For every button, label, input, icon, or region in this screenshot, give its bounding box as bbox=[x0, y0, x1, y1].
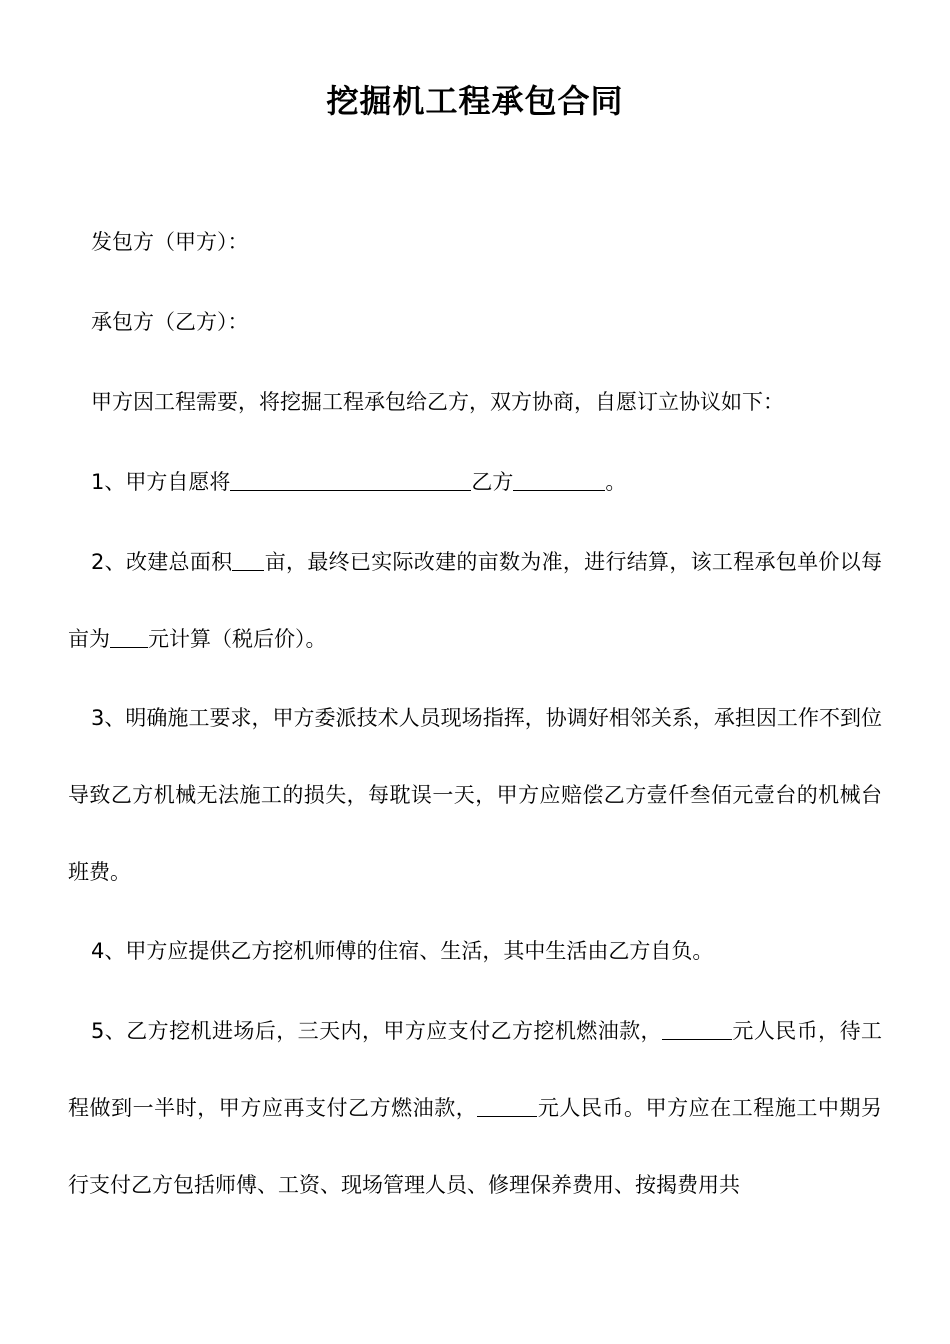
clause-4: 4、甲方应提供乙方挖机师傅的住宿、生活，其中生活由乙方自负。 bbox=[91, 939, 714, 963]
clause-5-text-a: 5、乙方挖机进场后，三天内，甲方应支付乙方挖机燃油款， bbox=[91, 1019, 662, 1043]
clause-2-text-b: 亩，最终已实际改建的亩数为准，进行结算，该工程承包单价以每亩为 bbox=[68, 550, 882, 651]
clause-1-text-b: 乙方 bbox=[471, 470, 514, 494]
intro-paragraph: 甲方因工程需要，将挖掘工程承包给乙方，双方协商，自愿订立协议如下： bbox=[91, 390, 784, 414]
document-title: 挖掘机工程承包合同 bbox=[326, 82, 624, 120]
clause-5 bbox=[68, 993, 882, 1224]
clause-2-blank-1 bbox=[232, 548, 264, 571]
clause-2-blank-2 bbox=[110, 625, 148, 648]
clause-2-text-c: 元计算（税后价）。 bbox=[148, 627, 327, 651]
clause-3: 3、明确施工要求，甲方委派技术人员现场指挥，协调好相邻关系，承担因工作不到位导致乙方机械无法施工的损失，每耽误一天，甲方应赔偿乙方壹仟叁佰元壹台的机械台班费。 bbox=[68, 706, 882, 884]
party-a-line: 发包方（甲方）： bbox=[91, 230, 249, 254]
clause-1-blank-1 bbox=[230, 468, 471, 491]
clause-5-blank-1 bbox=[662, 1017, 732, 1040]
clause-5-text-b: 元人民币，待工程做到一半时，甲方应再支付乙方燃油款， bbox=[68, 1019, 883, 1120]
clause-5-blank-2 bbox=[477, 1094, 537, 1117]
document-body bbox=[68, 222, 882, 1244]
clause-5-text-c: 元人民币。甲方应在工程施工中期另行支付乙方包括师傅、工资、现场管理人员、修理保养费用、按揭费用共 bbox=[68, 1096, 882, 1197]
party-b-line: 承包方（乙方）： bbox=[91, 310, 249, 334]
clause-1 bbox=[68, 462, 882, 502]
clause-1-text-c: 。 bbox=[605, 470, 627, 494]
clause-1-blank-2 bbox=[513, 468, 605, 491]
clause-2 bbox=[68, 524, 882, 678]
clause-1-text-a: 1、甲方自愿将 bbox=[91, 470, 231, 494]
clause-2-text-a: 2、改建总面积 bbox=[91, 550, 233, 574]
